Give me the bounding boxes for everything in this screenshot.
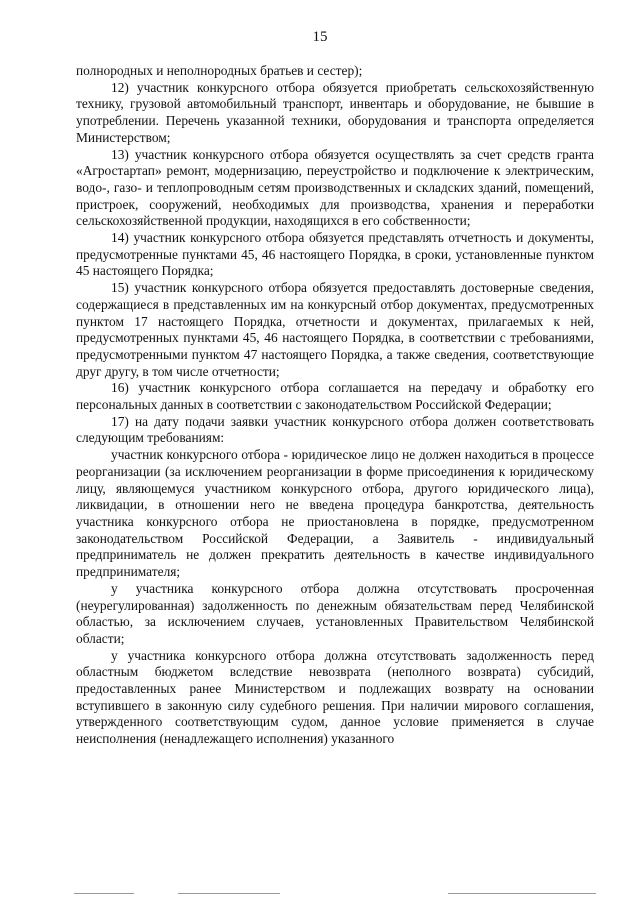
paragraph-requirement-reorganization: участник конкурсного отбора - юридическое лицо не должен находиться в процессе реорганизации (за исключением реорганизации в форме присоединения к юридическому лицу, являющемуся участником конкурсного отбора, другого юридического лица), ликвидации, в отношении него не введена процедура банкротства, деятельность участника конкурсного отбора не приостановлена в порядке, предусмотренном законодательством Российской Федерации, а Заявитель - индивидуальный предприниматель не должен прекратить деятельность в качестве индивидуального предпринимателя; [76, 447, 594, 580]
page-number: 15 [312, 29, 328, 45]
footer-rule [448, 893, 596, 894]
footer-rule [74, 893, 134, 894]
paragraph-continuation: полнородных и неполнородных братьев и сестер); [76, 63, 363, 78]
paragraph-item-13: 13) участник конкурсного отбора обязуется осуществлять за счет средств гранта «Агростартап» ремонт, модернизацию, переустройство и подключение к электрическим, водо-, газо- и теплопроводным сетям производственных и складских зданий, помещений, пристроек, сооружений, необходимых для производства, хранения и переработки сельскохозяйственной продукции, находящихся в его собственности; [76, 146, 594, 229]
paragraph-item-16: 16) участник конкурсного отбора соглашается на передачу и обработку его персональных данных в соответствии с законодательством Российской Федерации; [76, 380, 594, 413]
document-body [76, 63, 594, 748]
paragraph-requirement-budget-debt: у участника конкурсного отбора должна отсутствовать задолженность перед областным бюджетом вследствие невозврата (неполного возврата) субсидий, предоставленных ранее Министерством и подлежащих возврату на основании вступившего в законную силу судебного решения. При наличии мирового соглашения, утвержденного соответствующим судом, данное условие применяется в случае неисполнения (ненадлежащего исполнения) указанного [76, 647, 594, 747]
paragraph-item-12: 12) участник конкурсного отбора обязуется приобретать сельскохозяйственную технику, грузовой автомобильный транспорт, инвентарь и оборудование, не бывшие в употреблении. Перечень указанной техники, оборудования и транспорта определяется Министерством; [76, 79, 594, 145]
paragraph-item-15: 15) участник конкурсного отбора обязуется предоставлять достоверные сведения, содержащиеся в представленных им на конкурсный отбор документах, предусмотренных пунктом 17 настоящего Порядка, отчетности и документах, прилагаемых к ней, предусмотренных пунктами 45, 46 настоящего Порядка, в соответствии с требованиями, предусмотренными пунктом 47 настоящего Порядка, а также сведения, соответствующие друг другу, в том числе отчетности; [76, 280, 594, 379]
paragraph-requirement-overdue-debt: у участника конкурсного отбора должна отсутствовать просроченная (неурегулированная) задолженность по денежным обязательствам перед Челябинской областью, за исключением случаев, установленных Правительством Челябинской области; [76, 580, 594, 646]
paragraph-item-14: 14) участник конкурсного отбора обязуется представлять отчетность и документы, предусмотренные пунктами 45, 46 настоящего Порядка, в сроки, установленные пунктом 45 настоящего Порядка; [76, 230, 594, 279]
footer-rule [178, 893, 280, 894]
paragraph-item-17: 17) на дату подачи заявки участник конкурсного отбора должен соответствовать следующим требованиям: [76, 413, 594, 446]
